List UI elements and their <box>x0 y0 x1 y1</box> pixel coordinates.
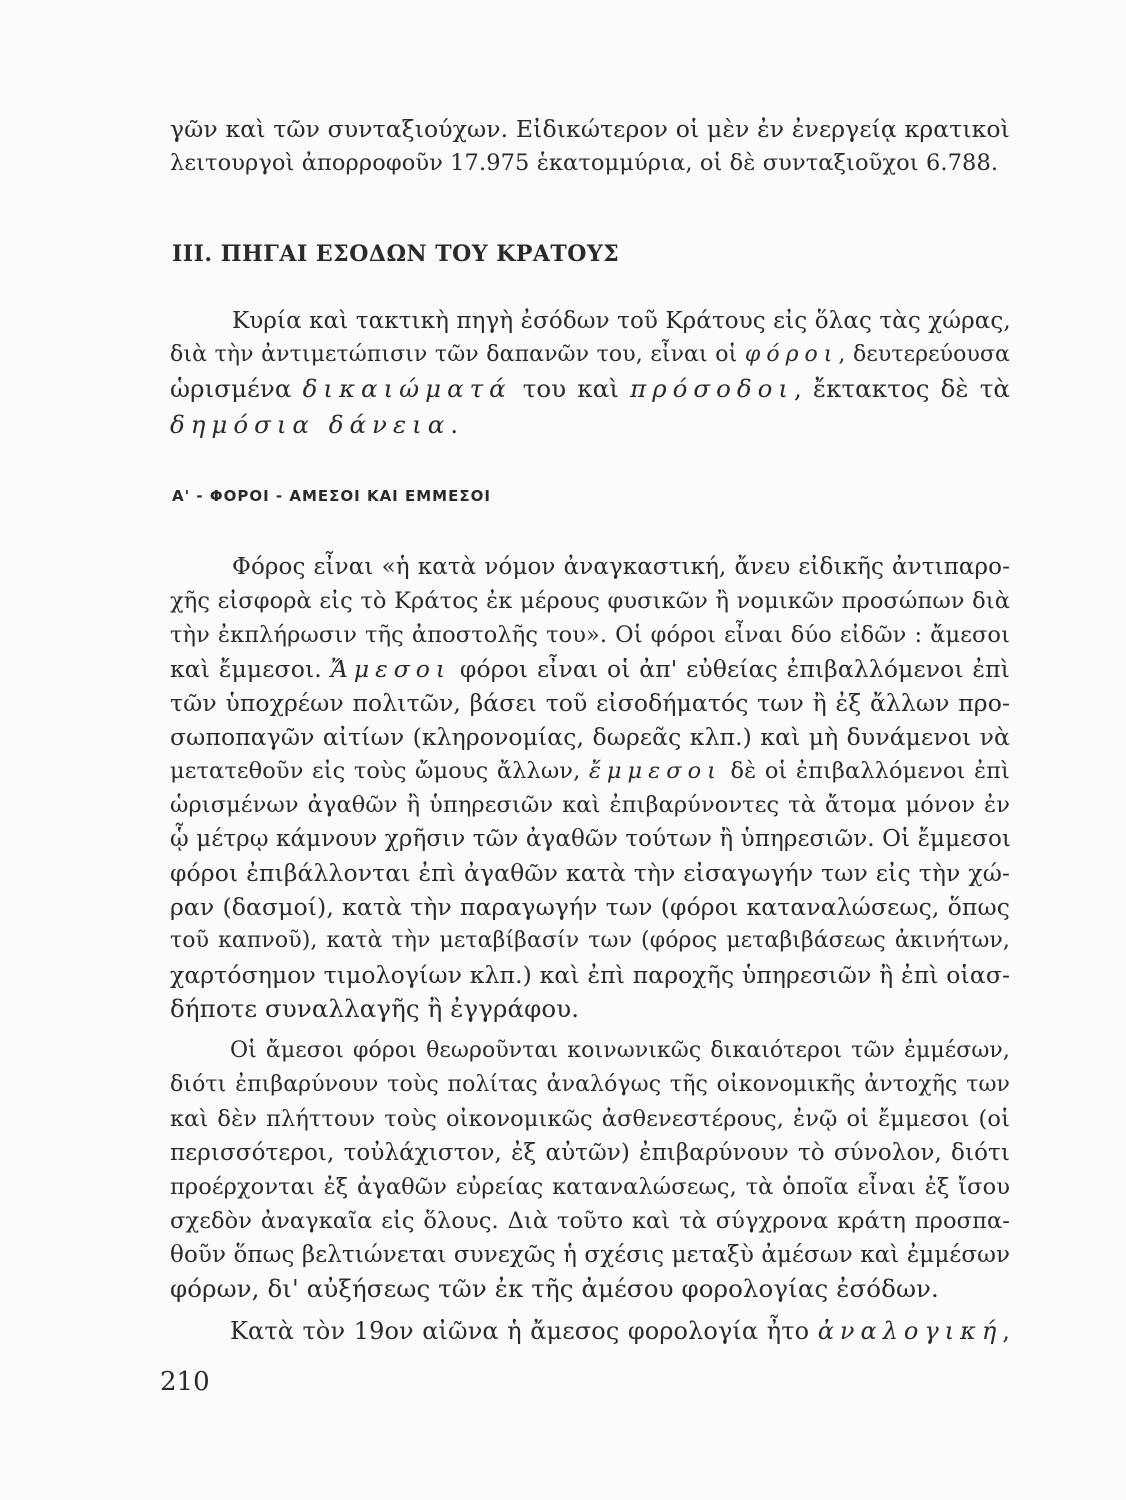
text-line: Κυρία καὶ τακτικὴ πηγὴ ἐσόδων τοῦ Κράτους εἰς ὅλας τὰς χώρας, <box>232 308 1011 334</box>
text-line: γῶν καὶ τῶν συνταξιούχων. Εἰδικώτερον οἱ μὲν ἐν ἐνεργείᾳ κρατικοὶ <box>170 115 1010 143</box>
text-line: προέρχονται ἐξ ἀγαθῶν εὐρείας καταναλώσεως, τὰ ὁποῖα εἶναι ἐξ ἴσου <box>170 1174 1010 1200</box>
text-line: δήποτε συναλλαγῆς ἢ ἐγγράφου. <box>170 994 580 1023</box>
text-line: τῶν ὑποχρέων πολιτῶν, βάσει τοῦ εἰσοδήματός των ἢ ἐξ ἄλλων προ- <box>170 689 1010 717</box>
text-line: περισσότεροι, τοὐλάχιστον, ἐξ αὐτῶν) ἐπιβαρύνουν τὸ σύνολον, διότι <box>170 1140 1010 1166</box>
text-span: μετατεθοῦν εἰς τοὺς ὤμους ἄλλων, <box>170 758 581 784</box>
emphasized-term: Ἄμεσοι <box>330 655 452 683</box>
text-line <box>170 374 1010 404</box>
text-span: Κατὰ τὸν 19ον αἰῶνα ἡ ἄμεσος φορολογία ἦτο <box>230 1317 810 1345</box>
text-line <box>170 654 1010 684</box>
text-line <box>230 1316 1010 1346</box>
text-line: θοῦν ὅπως βελτιώνεται συνεχῶς ἡ σχέσις μεταξὺ ἀμέσων καὶ ἐμμέσων <box>170 1242 1011 1268</box>
emphasized-term: δημόσια δάνεια <box>170 410 451 439</box>
text-line: σωποπαγῶν αἰτίων (κληρονομίας, δωρεᾶς κλπ.) καὶ μὴ δυνάμενοι νὰ <box>170 723 1010 751</box>
section-heading: III. ΠΗΓΑΙ ΕΣΟΔΩΝ ΤΟΥ ΚΡΑΤΟΥΣ <box>172 241 620 267</box>
text-line <box>170 756 1010 786</box>
emphasized-term: ἀναλογική <box>817 1317 1003 1345</box>
emphasized-term: φόροι <box>744 342 839 367</box>
text-line: ὡρισμένων ἀγαθῶν ἢ ὑπηρεσιῶν καὶ ἐπιβαρύνοντες τὰ ἄτομα μόνον ἐν <box>170 792 1010 818</box>
subsection-heading: Α' - ΦΟΡΟΙ - ΑΜΕΣΟΙ ΚΑΙ ΕΜΜΕΣΟΙ <box>172 487 491 505</box>
text-line: καὶ δὲν πλήττουν τοὺς οἰκονομικῶς ἀσθενεστέρους, ἐνῷ οἱ ἔμμεσοι (οἱ <box>170 1106 1010 1132</box>
emphasized-term: ἔμμεσοι <box>588 758 722 784</box>
text-line <box>170 410 1010 440</box>
text-line: ραν (δασμοί), κατὰ τὴν παραγωγήν των (φόροι καταναλώσεως, ὅπως <box>170 893 1010 921</box>
text-span: , δευτερεύουσα <box>838 342 1011 367</box>
text-line: διότι ἐπιβαρύνουν τοὺς πολίτας ἀναλόγως τῆς οἰκονομικῆς ἀντοχῆς των <box>170 1072 1010 1097</box>
text-line: τὴν ἐκπλήρωσιν τῆς ἀποστολῆς του». Οἱ φόροι εἶναι δύο εἰδῶν : ἄμεσοι <box>170 622 1010 648</box>
text-span: ὡρισμένα <box>170 374 292 403</box>
text-line: χαρτόσημον τιμολογίων κλπ.) καὶ ἐπὶ παροχῆς ὑπηρεσιῶν ἢ ἐπὶ οἱασ- <box>170 961 1010 989</box>
text-span: διὰ τὴν ἀντιμετώπισιν τῶν δαπανῶν του, εἶναι οἱ <box>170 342 738 367</box>
text-span: καὶ ἔμμεσοι. <box>170 655 322 683</box>
text-span: φόροι εἶναι οἱ ἀπ' εὐθείας ἐπιβαλλόμενοι ἐπὶ <box>459 655 1010 683</box>
text-line: τοῦ καπνοῦ), κατὰ τὴν μεταβίβασίν των (φόρος μεταβιβάσεως ἀκινήτων, <box>170 928 1010 953</box>
text-line: σχεδὸν ἀναγκαῖα εἰς ὅλους. Διὰ τοῦτο καὶ τὰ σύγχρονα κράτη προσπα- <box>170 1208 1010 1234</box>
text-line: φόροι ἐπιβάλλονται ἐπὶ ἀγαθῶν κατὰ τὴν εἰσαγωγήν των εἰς τὴν χώ- <box>170 859 1010 887</box>
text-line <box>170 340 1010 370</box>
text-span: του καὶ <box>522 374 620 403</box>
emphasized-term: πρόσοδοι <box>630 374 794 403</box>
text-line: Φόρος εἶναι «ἡ κατὰ νόμον ἀναγκαστική, ἄνευ εἰδικῆς ἀντιπαρο- <box>232 554 1010 580</box>
text-span: , <box>1002 1317 1010 1345</box>
text-span: δὲ οἱ ἐπιβαλλόμενοι ἐπὶ <box>730 758 1010 784</box>
text-line: χῆς εἰσφορὰ εἰς τὸ Κράτος ἐκ μέρους φυσικῶν ἢ νομικῶν προσώπων διὰ <box>170 588 1010 614</box>
text-line: φόρων, δι' αὐξήσεως τῶν ἐκ τῆς ἀμέσου φορολογίας ἐσόδων. <box>170 1274 939 1303</box>
text-line: λειτουργοὶ ἀπορροφοῦν 17.975 ἑκατομμύρια, οἱ δὲ συνταξιοῦχοι 6.788. <box>170 150 999 176</box>
text-line: Οἱ ἄμεσοι φόροι θεωροῦνται κοινωνικῶς δικαιότεροι τῶν ἐμμέσων, <box>230 1038 1010 1063</box>
emphasized-term: δικαιώματά <box>302 374 512 403</box>
page-number: 210 <box>160 1367 210 1397</box>
text-span: , ἔκτακτος δὲ τὰ <box>793 374 1010 403</box>
text-line: ᾧ μέτρῳ κάμνουν χρῆσιν τῶν ἀγαθῶν τούτων ἢ ὑπηρεσιῶν. Οἱ ἔμμεσοι <box>170 826 1012 852</box>
text-span: . <box>450 410 459 439</box>
